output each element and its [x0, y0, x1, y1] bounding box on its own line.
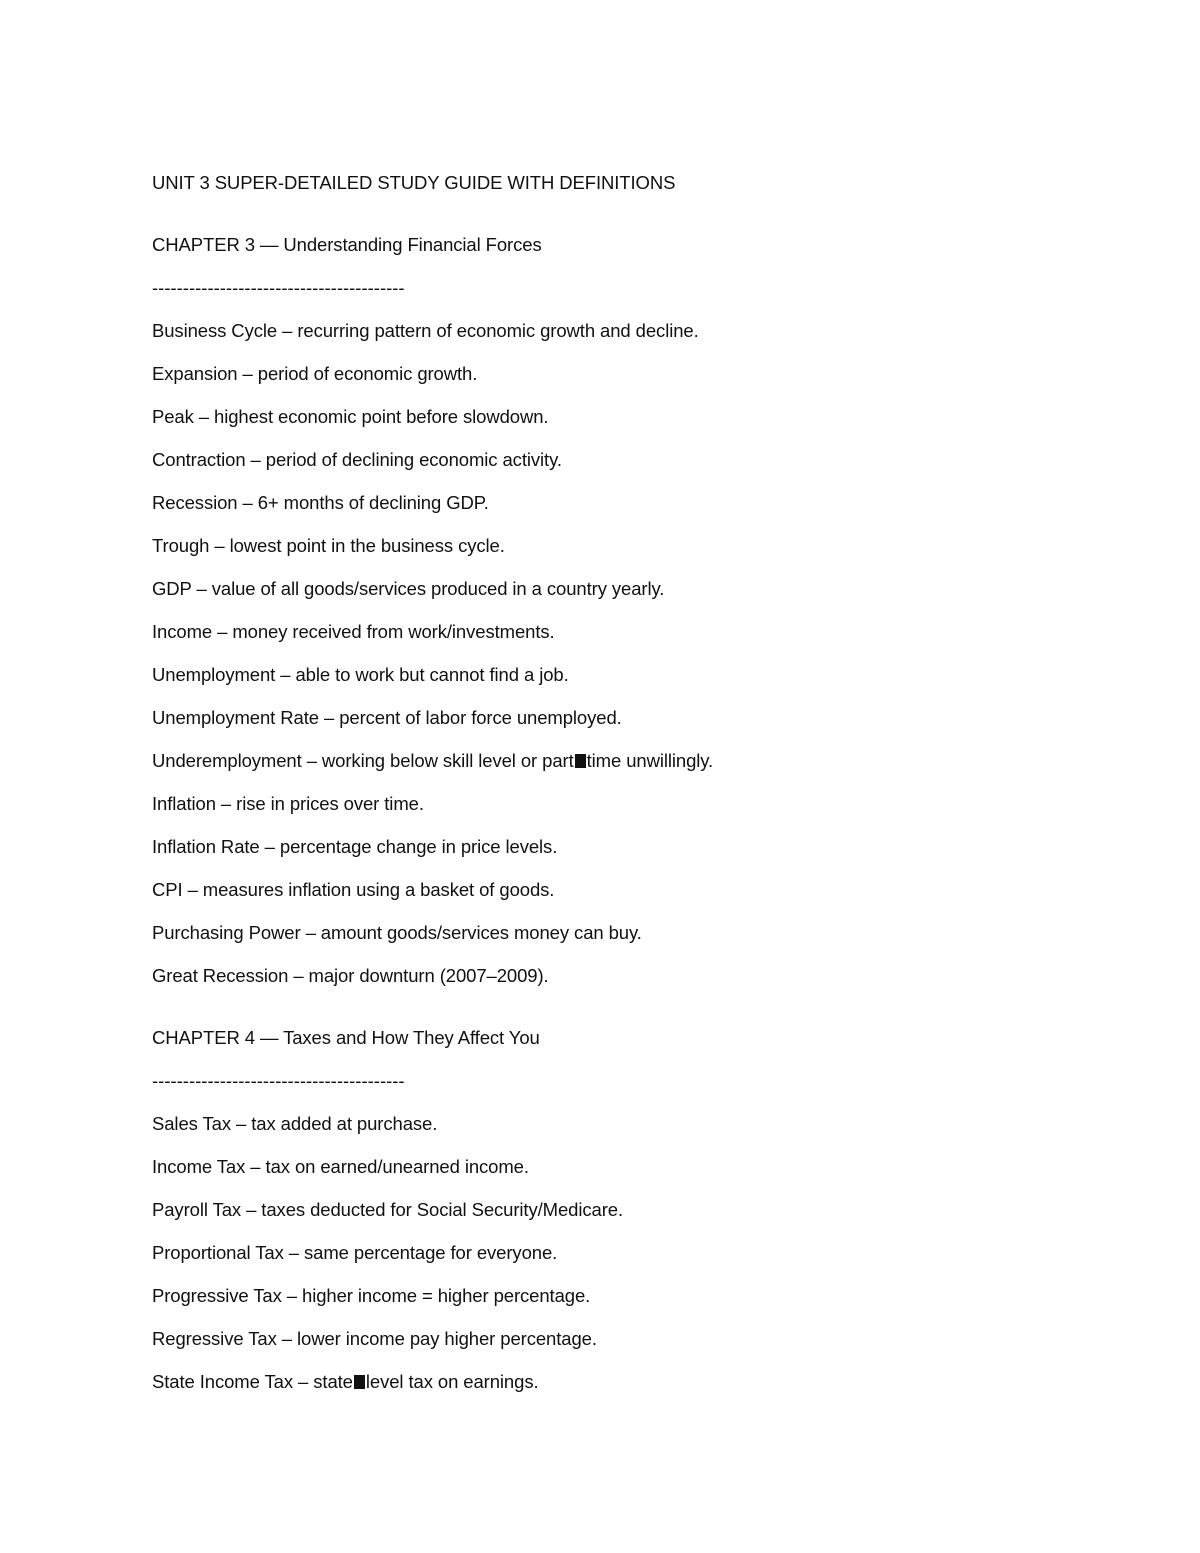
document-title: UNIT 3 SUPER-DETAILED STUDY GUIDE WITH DEFINITIONS — [152, 172, 676, 193]
definition-line: Regressive Tax – lower income pay higher percentage. — [152, 1328, 597, 1349]
definition-line: CPI – measures inflation using a basket of goods. — [152, 879, 555, 900]
filled-square-glyph — [575, 754, 586, 768]
definition-line: Inflation – rise in prices over time. — [152, 793, 424, 814]
definition-line: Proportional Tax – same percentage for everyone. — [152, 1242, 558, 1263]
separator-line: ----------------------------------------- — [152, 1070, 405, 1091]
chapter-heading: CHAPTER 4 — Taxes and How They Affect You — [152, 1027, 540, 1048]
definition-line: Income – money received from work/investments. — [152, 621, 555, 642]
document-body — [152, 172, 1112, 1414]
definition-line: State Income Tax – state level tax on earnings. — [152, 1371, 539, 1392]
definition-line: Recession – 6+ months of declining GDP. — [152, 492, 489, 513]
filled-square-glyph — [354, 1375, 365, 1389]
definition-line: Underemployment – working below skill level or part time unwillingly. — [152, 750, 714, 771]
definition-line: Business Cycle – recurring pattern of economic growth and decline. — [152, 320, 699, 341]
chapter-section — [152, 234, 1112, 987]
definition-line: Peak – highest economic point before slowdown. — [152, 406, 549, 427]
definition-line: Purchasing Power – amount goods/services money can buy. — [152, 922, 642, 943]
definition-line: Trough – lowest point in the business cycle. — [152, 535, 505, 556]
definition-line: Inflation Rate – percentage change in price levels. — [152, 836, 558, 857]
chapter-heading: CHAPTER 3 — Understanding Financial Forces — [152, 234, 542, 255]
definition-line: Payroll Tax – taxes deducted for Social Security/Medicare. — [152, 1199, 623, 1220]
definition-line: Unemployment – able to work but cannot find a job. — [152, 664, 569, 685]
definition-line: Progressive Tax – higher income = higher percentage. — [152, 1285, 591, 1306]
definition-line: Expansion – period of economic growth. — [152, 363, 478, 384]
definition-line: Unemployment Rate – percent of labor force unemployed. — [152, 707, 622, 728]
definition-line: GDP – value of all goods/services produced in a country yearly. — [152, 578, 665, 599]
separator-line: ----------------------------------------- — [152, 277, 405, 298]
definition-line: Contraction – period of declining economic activity. — [152, 449, 562, 470]
chapter-section — [152, 1027, 1112, 1393]
definition-line: Great Recession – major downturn (2007–2009). — [152, 965, 549, 986]
definition-line: Income Tax – tax on earned/unearned income. — [152, 1156, 529, 1177]
definition-line: Sales Tax – tax added at purchase. — [152, 1113, 438, 1134]
